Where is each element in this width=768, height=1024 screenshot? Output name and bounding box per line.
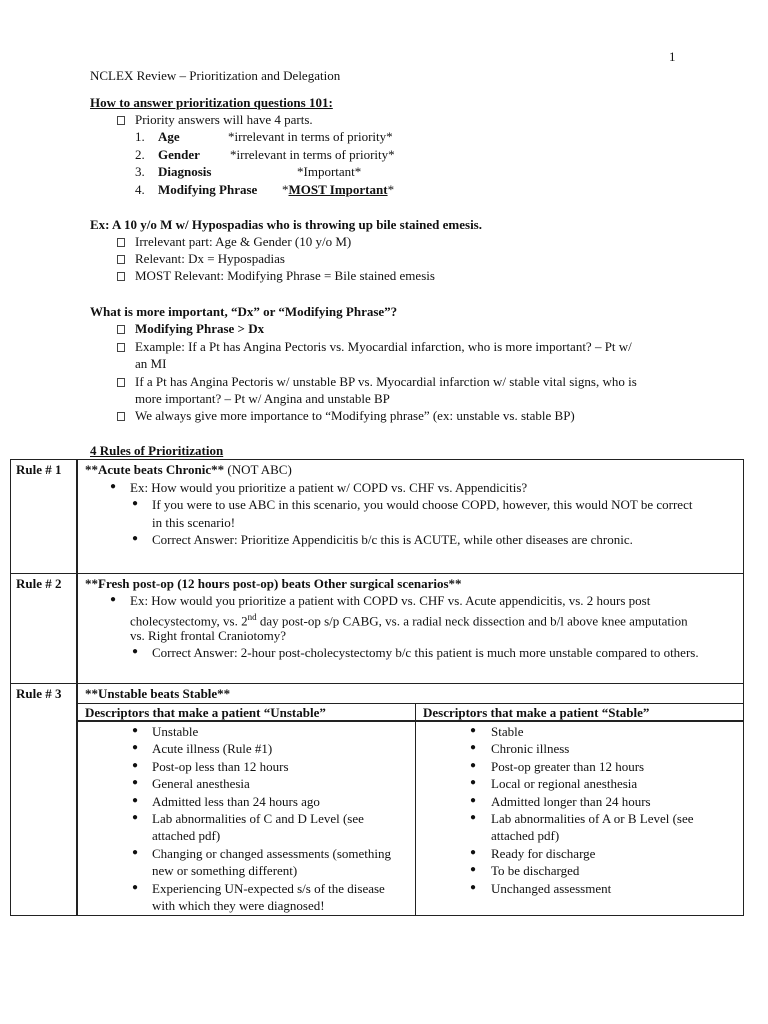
rules-heading: 4 Rules of Prioritization (90, 443, 224, 458)
part-name: Diagnosis (158, 164, 212, 179)
descriptor-item: Lab abnormalities of C and D Level (see (152, 811, 364, 826)
list-item-continued: an MI (135, 356, 167, 371)
checkbox-bullet-icon (117, 255, 125, 264)
descriptor-item: Changing or changed assessments (something (152, 845, 392, 861)
checkbox-bullet-icon (117, 343, 125, 352)
bullet-icon: ● (470, 864, 477, 876)
bullet-icon: ● (110, 594, 117, 605)
descriptor-item: attached pdf) (152, 828, 221, 844)
checkbox-bullet-icon (117, 116, 125, 125)
unstable-column-header: Descriptors that make a patient “Unstable” (85, 705, 326, 720)
checkbox-bullet-icon (117, 325, 125, 334)
bullet-icon: ● (132, 846, 139, 858)
bullet-icon: ● (470, 794, 477, 806)
page-title: NCLEX Review – Prioritization and Delegation (90, 68, 341, 83)
bullet-icon: ● (132, 725, 139, 736)
rule-label: Rule # 3 (16, 686, 62, 701)
descriptor-item: new or something different) (152, 863, 298, 879)
part-name: Modifying Phrase (158, 182, 258, 197)
bullet-icon: ● (470, 725, 477, 736)
checkbox-bullet-icon (117, 238, 125, 247)
bullet-icon: ● (132, 498, 139, 509)
list-item: MOST Relevant: Modifying Phrase = Bile stained emesis (135, 268, 435, 283)
rule-label: Rule # 1 (16, 462, 62, 477)
part-note: *irrelevant in terms of priority* (230, 147, 395, 162)
bullet-icon: ● (470, 812, 477, 823)
descriptor-item: Unstable (152, 724, 199, 739)
bullet-icon: ● (132, 812, 139, 823)
compare-heading: What is more important, “Dx” or “Modifying Phrase”? (90, 304, 398, 319)
rule-subpoint-continued: in this scenario! (152, 515, 236, 530)
part-number: 2. (135, 147, 145, 162)
list-item: We always give more importance to “Modifying phrase” (ex: unstable vs. stable BP) (135, 408, 575, 423)
part-note: *irrelevant in terms of priority* (228, 129, 393, 144)
rule-example: Ex: How would you prioritize a patient with COPD vs. CHF vs. Acute appendicitis, vs. 2 hours post (130, 593, 651, 608)
page-number: 1 (669, 49, 676, 64)
rule-example: Ex: How would you prioritize a patient w/ COPD vs. CHF vs. Appendicitis? (130, 480, 528, 495)
checkbox-bullet-icon (117, 378, 125, 387)
table-divider (10, 683, 744, 684)
descriptor-item: Unchanged assessment (491, 880, 612, 896)
descriptor-item: General anesthesia (152, 776, 250, 792)
part-name: Gender (158, 147, 200, 162)
list-item: Irrelevant part: Age & Gender (10 y/o M) (135, 234, 352, 249)
descriptor-item: Stable (491, 724, 524, 739)
bullet-icon: ● (132, 533, 139, 544)
table-divider (76, 459, 78, 916)
descriptor-item: Lab abnormalities of A or B Level (see (491, 811, 694, 826)
bullet-icon: ● (470, 777, 477, 789)
descriptor-item: Post-op greater than 12 hours (491, 758, 645, 774)
table-divider (10, 573, 744, 574)
rule-title: **Acute beats Chronic** (NOT ABC) (85, 462, 292, 477)
checkbox-bullet-icon (117, 412, 125, 421)
list-item: Modifying Phrase > Dx (135, 321, 265, 336)
bullet-icon: ● (132, 777, 139, 789)
bullet-icon: ● (470, 742, 477, 754)
checkbox-bullet-icon (117, 272, 125, 281)
table-divider (415, 703, 416, 916)
bullet-icon: ● (470, 846, 477, 858)
bullet-icon: ● (132, 646, 139, 657)
descriptor-item: Local or regional anesthesia (491, 776, 638, 792)
descriptor-item: attached pdf) (491, 828, 560, 844)
rule-title: **Unstable beats Stable** (85, 686, 231, 701)
part-number: 4. (135, 182, 145, 197)
descriptor-item: To be discharged (491, 863, 580, 879)
list-item: Example: If a Pt has Angina Pectoris vs. Myocardial infarction, who is more important? – Pt w/ (135, 339, 632, 354)
rule-title: **Fresh post-op (12 hours post-op) beats Other surgical scenarios** (85, 576, 462, 591)
rule-subpoint: Correct Answer: 2-hour post-cholecystectomy b/c this patient is much more unstable compared to others. (152, 645, 699, 660)
part-number: 3. (135, 164, 145, 179)
bullet-icon: ● (132, 794, 139, 806)
part-note: *Important* (297, 164, 362, 179)
bullet-icon: ● (470, 881, 477, 893)
list-item: If a Pt has Angina Pectoris w/ unstable BP vs. Myocardial infarction w/ stable vital signs, who is (135, 374, 637, 389)
list-item-continued: more important? – Pt w/ Angina and unstable BP (135, 391, 390, 406)
part-name: Age (158, 129, 180, 144)
descriptor-item: Admitted longer than 24 hours (491, 793, 651, 809)
bullet-icon: ● (110, 481, 117, 492)
descriptor-item: Acute illness (Rule #1) (152, 741, 273, 757)
descriptor-item: Ready for discharge (491, 845, 596, 861)
rule-label: Rule # 2 (16, 576, 62, 591)
descriptor-item: Post-op less than 12 hours (152, 758, 289, 774)
example-heading: Ex: A 10 y/o M w/ Hypospadias who is throwing up bile stained emesis. (90, 217, 482, 232)
section-heading: How to answer prioritization questions 101: (90, 95, 333, 110)
stable-column-header: Descriptors that make a patient “Stable” (423, 705, 650, 720)
rule-subpoint: If you were to use ABC in this scenario, you would choose COPD, however, this would NOT be correct (152, 497, 693, 512)
bullet-icon: ● (132, 881, 139, 893)
descriptor-item: Admitted less than 24 hours ago (152, 793, 320, 809)
part-number: 1. (135, 129, 145, 144)
part-note: *MOST Important* (282, 182, 395, 197)
intro-text: Priority answers will have 4 parts. (135, 112, 313, 127)
rule-example-continued: vs. Right frontal Craniotomy? (130, 628, 286, 643)
descriptor-item: Experiencing UN-expected s/s of the disease (152, 880, 385, 896)
bullet-icon: ● (132, 759, 139, 771)
descriptor-item: Chronic illness (491, 741, 570, 757)
bullet-icon: ● (132, 742, 139, 754)
rule-example-continued: cholecystectomy, vs. 2nd day post-op s/p CABG, vs. a radial neck dissection and b/l above knee amputation (130, 612, 688, 629)
bullet-icon: ● (470, 759, 477, 771)
rule-subpoint: Correct Answer: Prioritize Appendicitis b/c this is ACUTE, while other diseases are chronic. (152, 532, 633, 547)
descriptor-item: with which they were diagnosed! (152, 898, 325, 913)
list-item: Relevant: Dx = Hypospadias (135, 251, 285, 266)
